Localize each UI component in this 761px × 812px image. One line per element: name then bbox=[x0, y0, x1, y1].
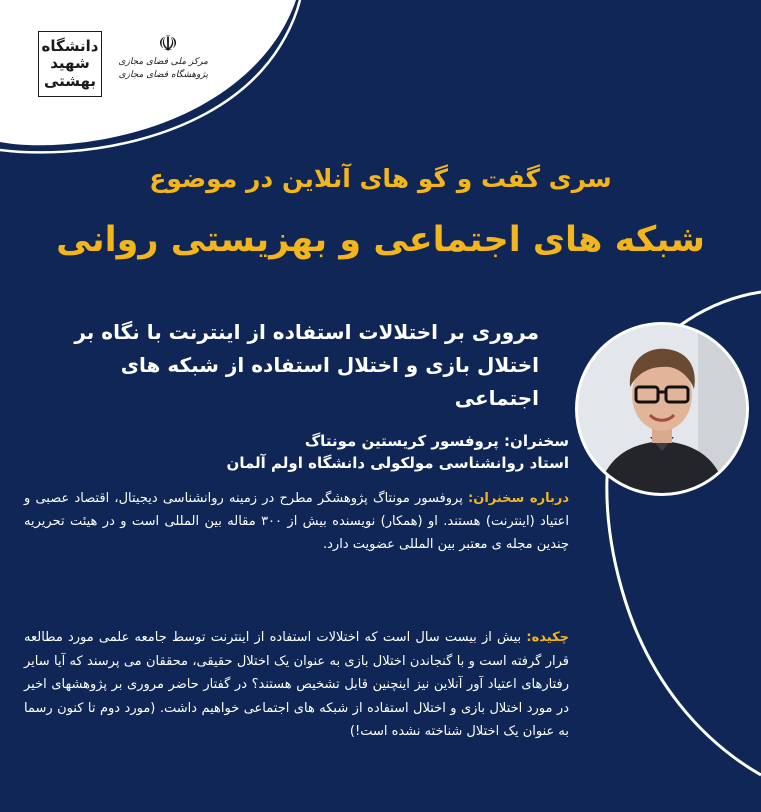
about-speaker-text: پروفسور مونتاگ پژوهشگر مطرح در زمینه روانشناسی دیجیتال، اقتصاد عصبی و اعتیاد (اینترنت) هستند. او (همکار) نویسنده بیش از ۳۰۰ مقاله بین المللی است و در هیئت تحریریه چندین مجله ی معتبر بین المللی عضویت دارد. bbox=[24, 491, 569, 552]
abstract bbox=[24, 626, 569, 744]
center-name-line1: مرکز ملی فضای مجازی bbox=[118, 57, 208, 67]
about-speaker bbox=[24, 487, 569, 556]
speaker-name: سخنران: پروفسور کریستین مونتاگ bbox=[304, 432, 569, 450]
cyberspace-center-logo bbox=[118, 32, 208, 82]
speaker-title: استاد روانشناسی مولکولی دانشگاه اولم آلمان bbox=[226, 454, 569, 472]
speaker-portrait-icon bbox=[578, 325, 746, 493]
university-logo-text: دانشگاه شهید بهشتی bbox=[41, 37, 99, 90]
talk-topic-line2: اختلال بازی و اختلال استفاده از شبکه های اجتماعی bbox=[120, 353, 539, 410]
abstract-label: چکیده: bbox=[526, 630, 569, 645]
talk-topic bbox=[39, 316, 539, 415]
center-name-line2: پژوهشگاه فضای مجازی bbox=[118, 70, 208, 80]
talk-topic-line1: مروری بر اختلالات استفاده از اینترنت با نگاه بر bbox=[74, 320, 539, 344]
speaker-info bbox=[49, 430, 569, 474]
series-subject: شبکه های اجتماعی و بهزیستی روانی bbox=[56, 220, 705, 260]
abstract-text: بیش از بیست سال است که اختلالات استفاده از اینترنت توسط جامعه علمی مورد مطالعه قرار گرفته است و با گنجاندن اختلال بازی به عنوان یک اختلال حقیقی، محققان می پرسند که آیا سایر رفتارهای اعتیاد آور آنلاین نیز اینچنین قابل تشخیص هستند؟ در گفتار حاضر مروری بر پژوهشهای اخیر در مورد اختلال بازی و اختلال استفاده از شبکه های اجتماعی خواهیم داشت. (مورد دوم تا کنون رسما به عنوان یک اختلال شناخته نشده است!) bbox=[24, 630, 569, 739]
about-speaker-label: درباره سخنران: bbox=[468, 491, 569, 506]
university-logo bbox=[32, 26, 108, 102]
series-title: سری گفت و گو های آنلاین در موضوع bbox=[149, 164, 612, 193]
speaker-photo bbox=[575, 322, 749, 496]
emblem-icon: ☫ bbox=[158, 32, 178, 57]
